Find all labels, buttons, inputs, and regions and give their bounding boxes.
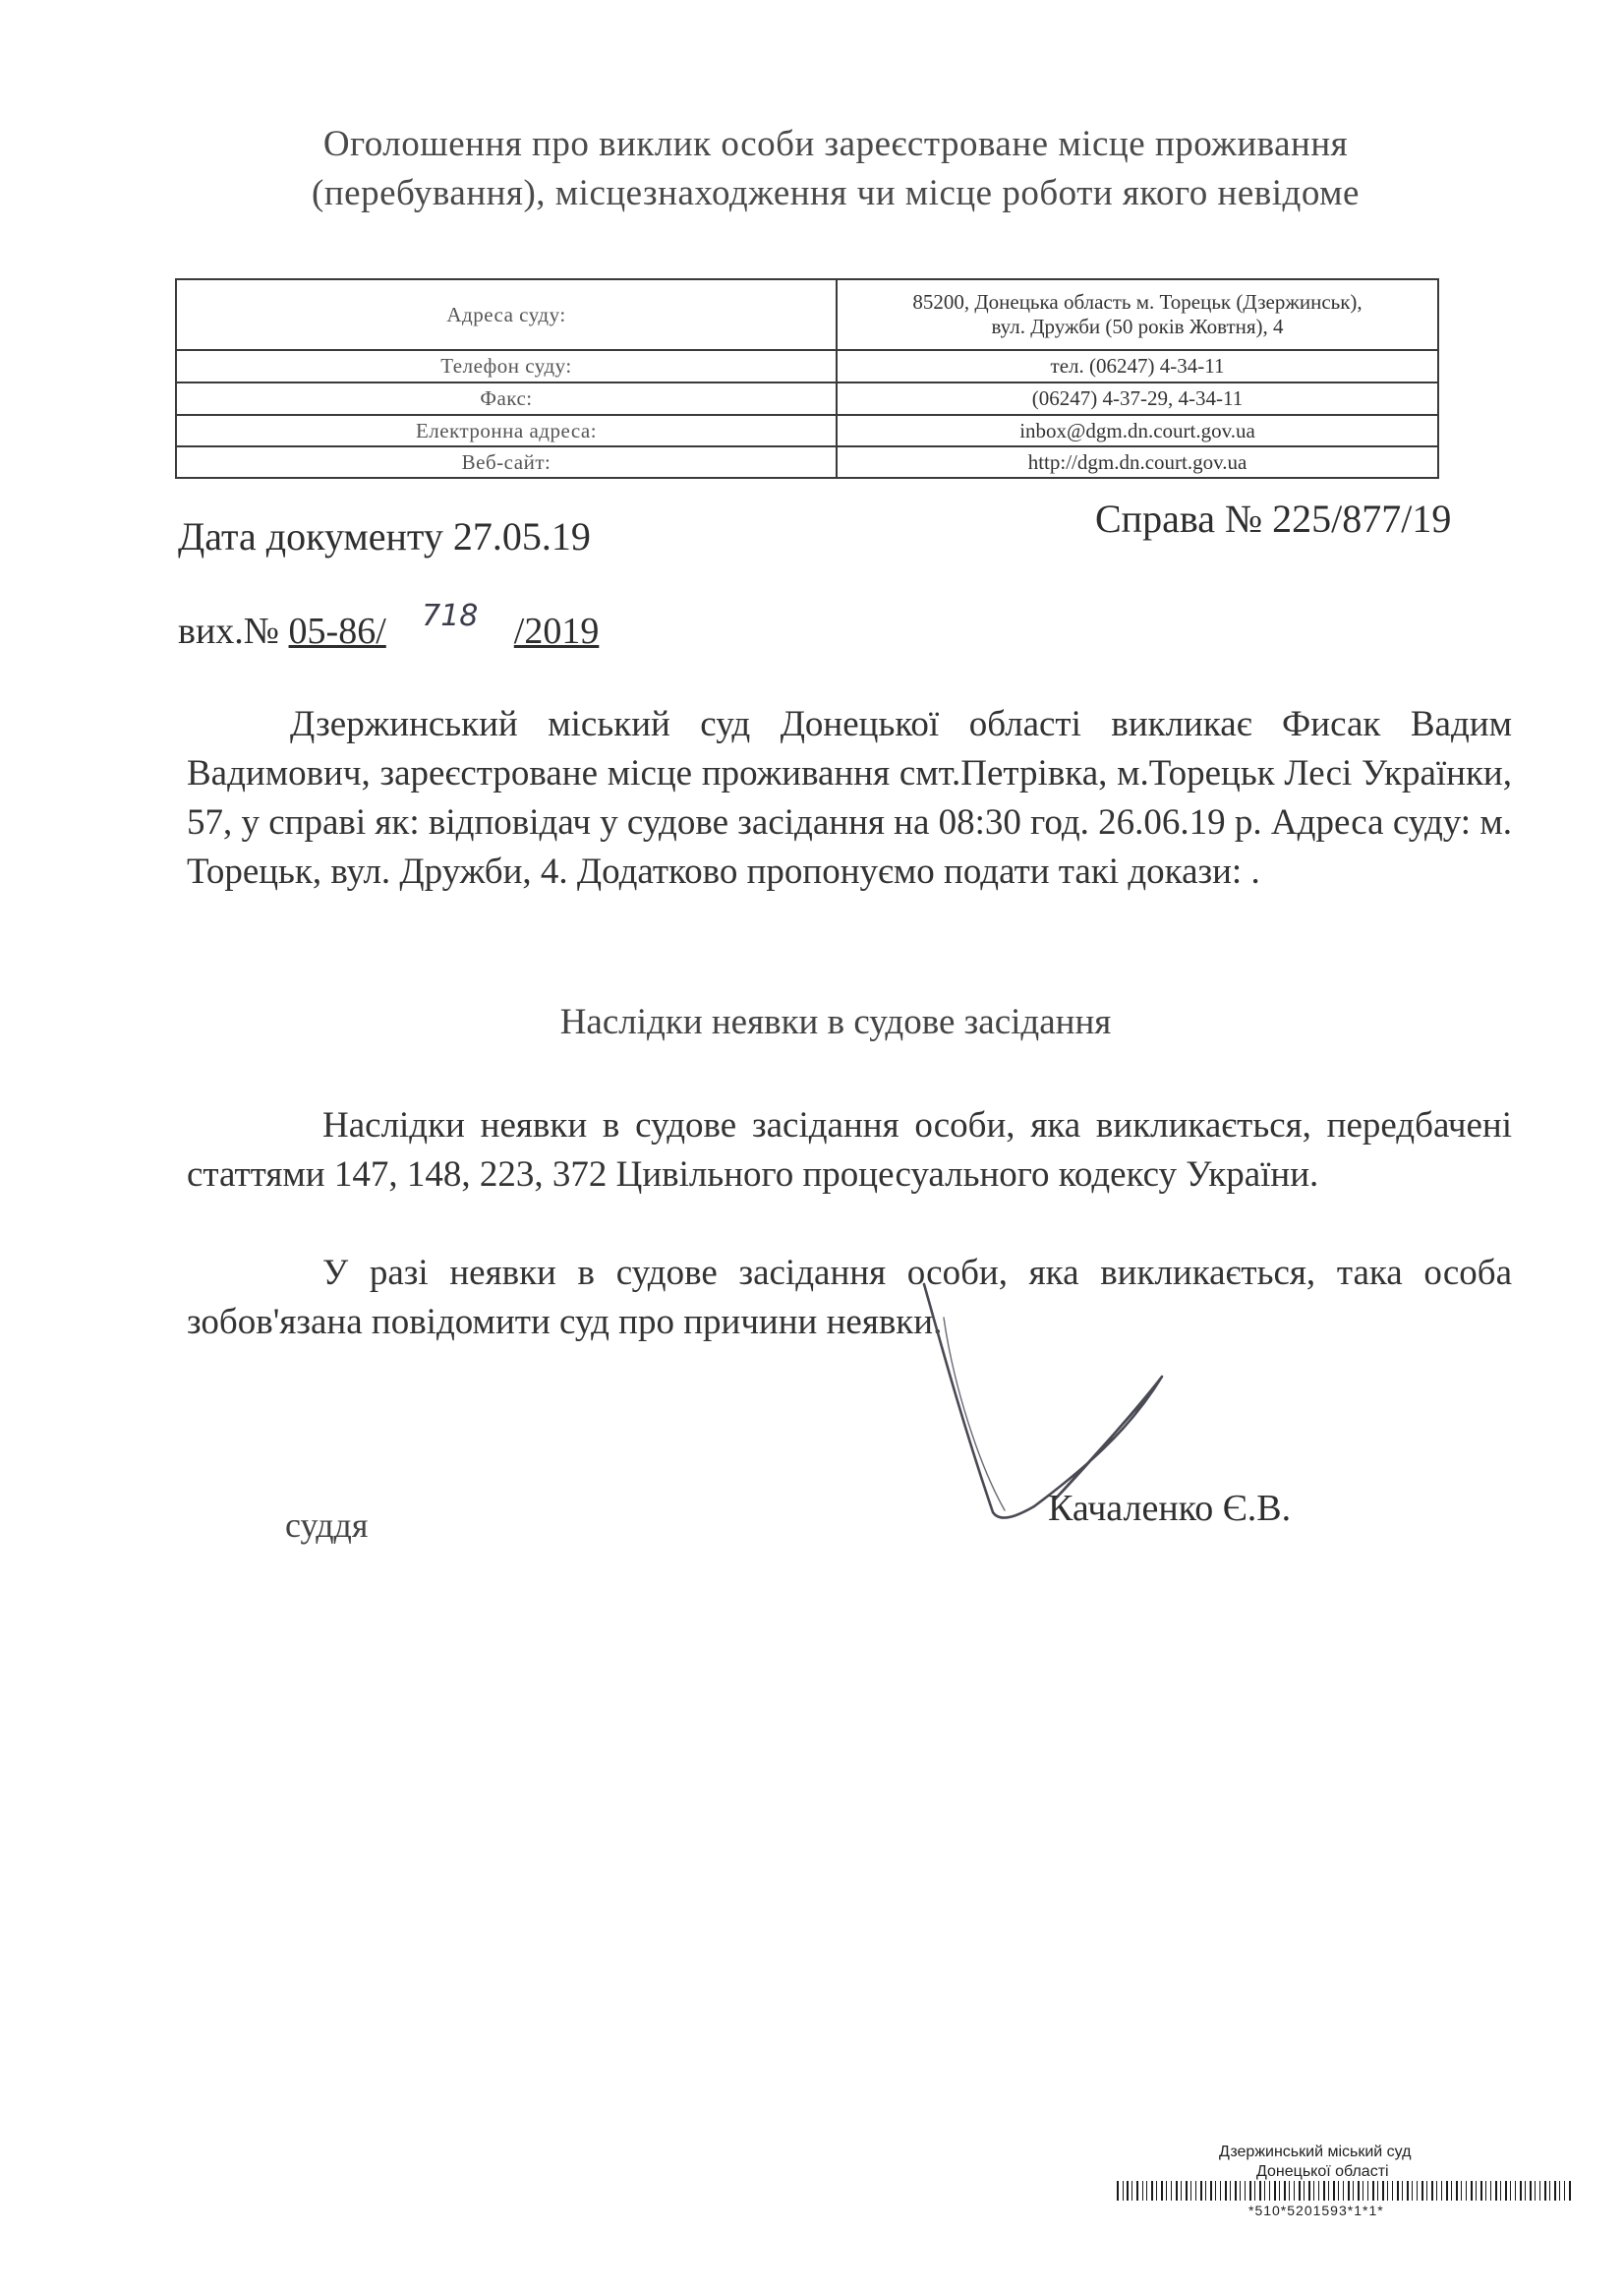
document-date: Дата документу 27.05.19 xyxy=(178,514,591,559)
document-title-line-1: Оголошення про виклик особи зареєстроване місце проживання xyxy=(322,124,1349,164)
document-title-line-2: (перебування), місцезнаходження чи місце роботи якого невідоме xyxy=(312,173,1360,213)
court-phone-label: Телефон суду: xyxy=(176,350,837,382)
outgoing-number-value xyxy=(288,599,600,652)
outgoing-number xyxy=(178,599,600,653)
court-phone-row xyxy=(176,350,1438,382)
court-address-line-2: вул. Дружби (50 років Жовтня), 4 xyxy=(991,315,1284,338)
stamp-court-name: Дзержинський міський суд xyxy=(1219,2144,1412,2160)
court-fax-row xyxy=(176,382,1438,415)
barcode xyxy=(1117,2181,1575,2201)
court-address-line-1: 85200, Донецька область м. Торецьк (Дзержинськ), xyxy=(912,290,1363,314)
court-address-row xyxy=(176,279,1438,350)
barcode-number: *510*5201593*1*1* xyxy=(1248,2203,1384,2218)
summons-paragraph: Дзержинський міський суд Донецької області викликає Фисак Вадим Вадимович, зареєстроване місце проживання смт.Петрівка, м.Торецьк Лесі Українки, 57, у справі як: відповідач у судове засідання на 08:30 год. 26.06.19 р. Адреса суду: м. Торецьк, вул. Дружби, 4. Додатково пропонуємо подати такі докази: . xyxy=(187,704,1512,892)
court-email-row xyxy=(176,415,1438,446)
court-fax-label: Факс: xyxy=(176,382,837,415)
section-heading: Наслідки неявки в судове засідання xyxy=(559,1002,1112,1042)
outgoing-number-part-2: /2019 xyxy=(513,611,600,652)
outgoing-number-handwritten: 718 xyxy=(422,599,479,633)
court-address-value xyxy=(837,279,1438,350)
court-address-label: Адреса суду: xyxy=(176,279,837,350)
court-website-label: Веб-сайт: xyxy=(176,446,837,478)
consequences-paragraph: Наслідки неявки в судове засідання особи, яка викликається, передбачені статтями 147, 148, 223, 372 Цивільного процесуального кодексу України. xyxy=(187,1105,1512,1195)
outgoing-number-part-1: 05-86/ xyxy=(288,611,386,652)
court-email-value: inbox@dgm.dn.court.gov.ua xyxy=(837,415,1438,446)
judge-name: Качаленко Є.В. xyxy=(1048,1488,1292,1529)
court-fax-value: (06247) 4-37-29, 4-34-11 xyxy=(837,382,1438,415)
court-email-label: Електронна адреса: xyxy=(176,415,837,446)
obligation-paragraph: У разі неявки в судове засідання особи, яка викликається, така особа зобов'язана повідомити суд про причини неявки. xyxy=(187,1253,1512,1342)
court-website-row xyxy=(176,446,1438,478)
case-number: Справа № 225/877/19 xyxy=(1095,497,1452,541)
court-website-value: http://dgm.dn.court.gov.ua xyxy=(837,446,1438,478)
judge-role-label: суддя xyxy=(285,1505,369,1545)
court-phone-value: тел. (06247) 4-34-11 xyxy=(837,350,1438,382)
outgoing-number-prefix: вих.№ xyxy=(178,611,280,652)
court-info-table xyxy=(175,278,1439,479)
stamp-region: Донецької області xyxy=(1256,2163,1389,2180)
